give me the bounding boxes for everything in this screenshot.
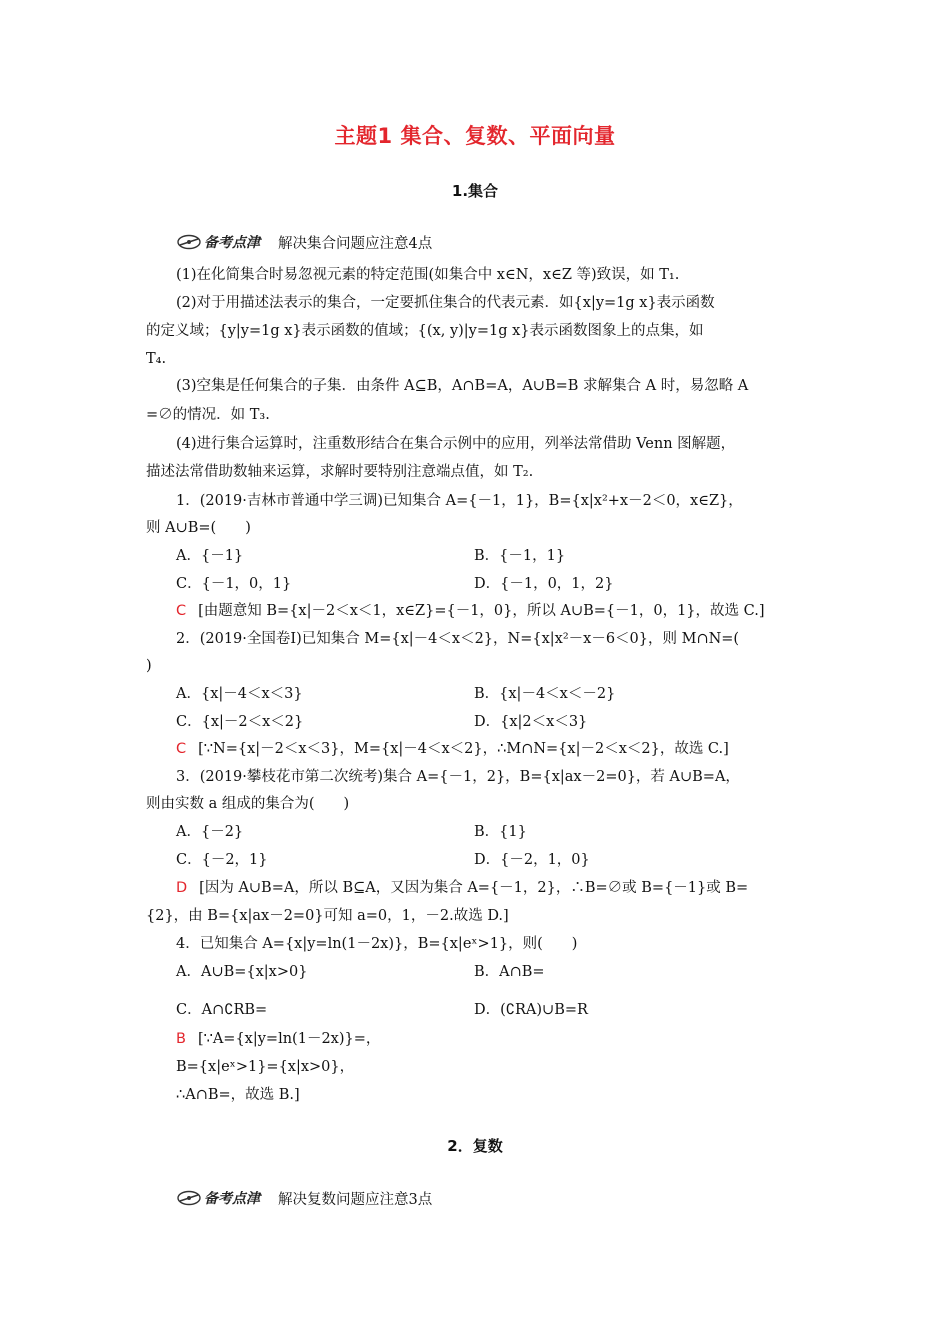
q4-option-b: B．A∩B= bbox=[474, 964, 545, 980]
q1-stem-cont: 则 A∪B=( ) bbox=[146, 520, 251, 536]
note-line-2: (2)对于用描述法表示的集合，一定要抓住集合的代表元素．如{x|y=1g x}表示函数 bbox=[176, 295, 715, 311]
q3-option-c: C．{－2，1} bbox=[176, 852, 268, 868]
q1-stem: 1．(2019·吉林市普通中学三调)已知集合 A={－1，1}，B={x|x²+x－2＜0，x∈Z}， bbox=[176, 493, 743, 509]
q3-solution bbox=[176, 877, 748, 899]
q4-option-c: C．A∩∁RB= bbox=[176, 1002, 268, 1018]
q4-solution-line-2: B={x|eˣ>1}={x|x>0}， bbox=[176, 1059, 355, 1075]
q4-solution-text: [∵A={x|y=ln(1－2x)}=， bbox=[197, 1031, 381, 1047]
q3-option-b: B．{1} bbox=[474, 824, 527, 840]
q4-option-d: D．(∁RA)∪B=R bbox=[474, 1002, 588, 1018]
note-line-4: T₄. bbox=[146, 351, 167, 367]
q3-stem: 3．(2019·攀枝花市第二次统考)集合 A={－1，2}，B={x|ax－2=0}，若 A∪B=A， bbox=[176, 769, 740, 785]
q4-answer: B bbox=[176, 1031, 186, 1047]
tip-text: 解决集合问题应注意4点 bbox=[278, 235, 433, 252]
q1-option-a: A．{－1} bbox=[176, 548, 244, 564]
tip-badge bbox=[176, 1188, 260, 1208]
q1-solution-text: [由题意知 B={x|－2＜x＜1，x∈Z}={－1，0}，所以 A∪B={－1，0，1}，故选 C.] bbox=[198, 603, 765, 619]
tip-line-complex bbox=[176, 1187, 432, 1209]
q3-solution-cont: {2}，由 B={x|ax－2=0}可知 a=0，1，－2.故选 D.] bbox=[146, 908, 509, 924]
q1-option-d: D．{－1，0，1，2} bbox=[474, 576, 614, 592]
compass-icon bbox=[176, 233, 202, 251]
tip-text: 解决复数问题应注意3点 bbox=[278, 1191, 433, 1208]
q2-solution bbox=[176, 738, 729, 760]
q3-solution-text: [因为 A∪B=A，所以 B⊆A，又因为集合 A={－1，2}，∴B=∅或 B={－1}或 B= bbox=[199, 880, 749, 896]
q4-solution-line-3: ∴A∩B=，故选 B.] bbox=[176, 1087, 300, 1103]
q1-solution bbox=[176, 600, 765, 622]
q3-answer: D bbox=[176, 880, 188, 896]
q1-answer: C bbox=[176, 603, 187, 619]
q2-option-a: A．{x|－4＜x＜3} bbox=[176, 686, 303, 702]
note-line-6: =∅的情况．如 T₃. bbox=[146, 407, 270, 423]
tip-badge-label: 备考点津 bbox=[204, 1191, 260, 1207]
q3-option-d: D．{－2，1，0} bbox=[474, 852, 590, 868]
q2-solution-text: [∵N={x|－2＜x＜3}，M={x|－4＜x＜2}，∴M∩N={x|－2＜x＜2}，故选 C.] bbox=[198, 741, 729, 757]
tip-badge bbox=[176, 232, 260, 252]
note-line-7: (4)进行集合运算时，注重数形结合在集合示例中的应用，列举法常借助 Venn 图解题， bbox=[176, 436, 736, 452]
note-line-8: 描述法常借助数轴来运算，求解时要特别注意端点值，如 T₂. bbox=[146, 464, 534, 480]
q4-option-a: A．A∪B={x|x>0} bbox=[176, 964, 308, 980]
note-line-1: (1)在化简集合时易忽视元素的特定范围(如集合中 x∈N，x∈Z 等)致误，如 T₁. bbox=[176, 267, 680, 283]
q1-option-c: C．{－1，0，1} bbox=[176, 576, 292, 592]
q3-stem-cont: 则由实数 a 组成的集合为( ) bbox=[146, 796, 350, 812]
compass-icon bbox=[176, 1189, 202, 1207]
tip-badge-label: 备考点津 bbox=[204, 235, 260, 251]
section-heading-sets: 1.集合 bbox=[451, 182, 499, 200]
q2-option-b: B．{x|－4＜x＜－2} bbox=[474, 686, 616, 702]
q2-stem: 2．(2019·全国卷Ⅰ)已知集合 M={x|－4＜x＜2}，N={x|x²－x－6＜0}，则 M∩N=( bbox=[176, 631, 740, 647]
section-heading-complex: 2．复数 bbox=[447, 1137, 503, 1155]
note-line-5: (3)空集是任何集合的子集．由条件 A⊆B，A∩B=A，A∪B=B 求解集合 A 时，易忽略 A bbox=[176, 378, 749, 394]
q3-option-a: A．{－2} bbox=[176, 824, 244, 840]
q4-stem: 4．已知集合 A={x|y=ln(1－2x)}，B={x|eˣ>1}，则( ) bbox=[176, 936, 578, 952]
q1-option-b: B．{－1，1} bbox=[474, 548, 566, 564]
q2-answer: C bbox=[176, 741, 187, 757]
page-title: 主题1 集合、复数、平面向量 bbox=[334, 124, 616, 148]
q4-solution bbox=[176, 1028, 380, 1050]
q2-stem-cont: ) bbox=[146, 658, 152, 674]
note-line-3: 的定义域；{y|y=1g x}表示函数的值域；{(x, y)|y=1g x}表示函数图象上的点集，如 bbox=[146, 323, 704, 339]
tip-line-sets bbox=[176, 231, 432, 253]
q2-option-c: C．{x|－2＜x＜2} bbox=[176, 714, 304, 730]
q2-option-d: D．{x|2＜x＜3} bbox=[474, 714, 588, 730]
